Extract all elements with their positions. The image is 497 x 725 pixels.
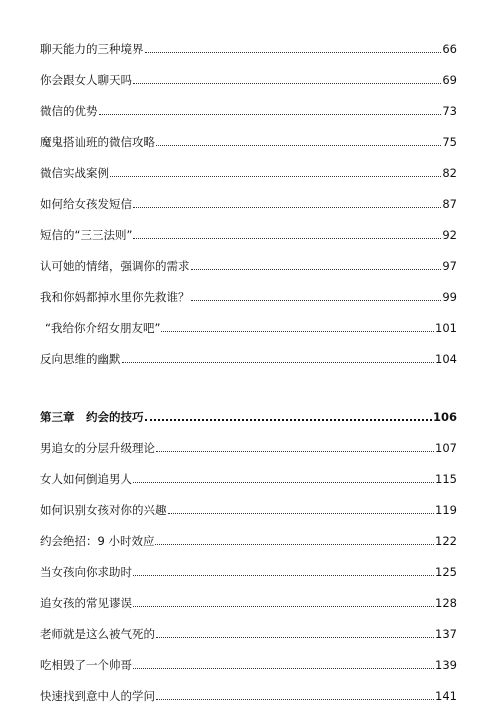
dot-leader [133,83,441,84]
toc-entry-page: 107 [435,441,457,455]
dot-leader [133,482,434,483]
toc-entry-page: 128 [435,596,457,610]
dot-leader [156,451,434,452]
toc-section-a [40,25,457,366]
toc-entry-page: 101 [435,321,457,335]
toc-entry[interactable] [40,211,457,242]
toc-entry-title: 你会跟女人聊天吗 [40,73,132,87]
dot-leader [156,145,441,146]
toc-entry-title: 魔鬼搭讪班的微信攻略 [40,135,155,149]
toc-entry-title: 追女孩的常见谬误 [40,596,132,610]
dot-leader [145,419,432,421]
dot-leader [122,362,435,363]
dot-leader [156,699,434,700]
chapter-page: 106 [432,410,457,424]
toc-entry-page: 73 [442,104,457,118]
dot-leader [99,114,442,115]
toc-entry[interactable] [40,455,457,486]
dot-leader [168,513,435,514]
toc-entry-title: 约会绝招：9 小时效应 [40,534,155,548]
toc-entry-title: 快速找到意中人的学问 [40,689,155,703]
toc-entry[interactable] [40,335,457,366]
toc-entry[interactable] [40,548,457,579]
toc-entry[interactable] [40,149,457,180]
toc-entry[interactable] [40,424,457,455]
dot-leader [110,176,441,177]
toc-entry-page: 97 [442,259,457,273]
toc-entry-title: 微信的优势 [40,104,98,118]
toc-entry[interactable] [40,517,457,548]
dot-leader [133,606,434,607]
toc-entry[interactable] [40,486,457,517]
dot-leader [191,269,442,270]
toc-entry-page: 115 [435,472,457,486]
toc-entry[interactable] [40,242,457,273]
toc-entry-title: 我和你妈都掉水里你先救谁？ [40,290,190,304]
toc-entry-title: 女人如何倒追男人 [40,472,132,486]
toc-entry-title: 当女孩向你求助时 [40,565,132,579]
toc-entry-title: 男追女的分层升级理论 [40,441,155,455]
toc-entry-title: 吃相毁了一个帅哥 [40,658,132,672]
toc-entry-title: 认可她的情绪，强调你的需求 [40,259,190,273]
toc-entry[interactable] [40,56,457,87]
toc-entry[interactable] [40,610,457,641]
toc-entry[interactable] [40,118,457,149]
toc-entry[interactable] [40,273,457,304]
toc-entry-page: 139 [435,658,457,672]
toc-entry-title: “我给你介绍女朋友吧” [45,321,161,335]
toc-entry-page: 141 [435,689,457,703]
toc-entry-title: 短信的“三三法则” [40,228,133,242]
toc-entry-page: 137 [435,627,457,641]
toc-entry[interactable] [40,672,457,703]
dot-leader [133,668,434,669]
toc-entry-page: 82 [442,166,457,180]
dot-leader [133,207,441,208]
dot-leader [133,238,441,239]
toc-entry-page: 122 [435,534,457,548]
chapter-title: 第三章 约会的技巧 [40,410,144,424]
toc-entry-title: 老师就是这么被气死的 [40,627,155,641]
toc-entry-title: 反向思维的幽默 [40,352,121,366]
toc-entry[interactable] [40,304,457,335]
toc-chapter-three [40,393,457,703]
dot-leader [155,544,434,545]
toc-entry[interactable] [40,579,457,610]
dot-leader [133,575,434,576]
toc-entry[interactable] [40,25,457,56]
toc-entry-page: 69 [442,73,457,87]
toc-entry[interactable] [40,641,457,672]
dot-leader [156,637,434,638]
toc-entry-title: 微信实战案例 [40,166,109,180]
dot-leader [161,331,434,332]
dot-leader [191,300,442,301]
toc-entry[interactable] [40,180,457,211]
dot-leader [145,52,442,53]
toc-entry-page: 75 [442,135,457,149]
toc-entry-page: 119 [435,503,457,517]
toc-entry[interactable] [40,87,457,118]
toc-entry-page: 92 [442,228,457,242]
toc-entry-page: 104 [435,352,457,366]
toc-entry-page: 66 [442,42,457,56]
toc-entry-title: 如何识别女孩对你的兴趣 [40,503,167,517]
toc-entry-title: 如何给女孩发短信 [40,197,132,211]
toc-entry-title: 聊天能力的三种境界 [40,42,144,56]
toc-chapter-heading[interactable] [40,393,457,424]
toc-entry-page: 87 [442,197,457,211]
toc-entry-page: 125 [435,565,457,579]
toc-entry-page: 99 [442,290,457,304]
